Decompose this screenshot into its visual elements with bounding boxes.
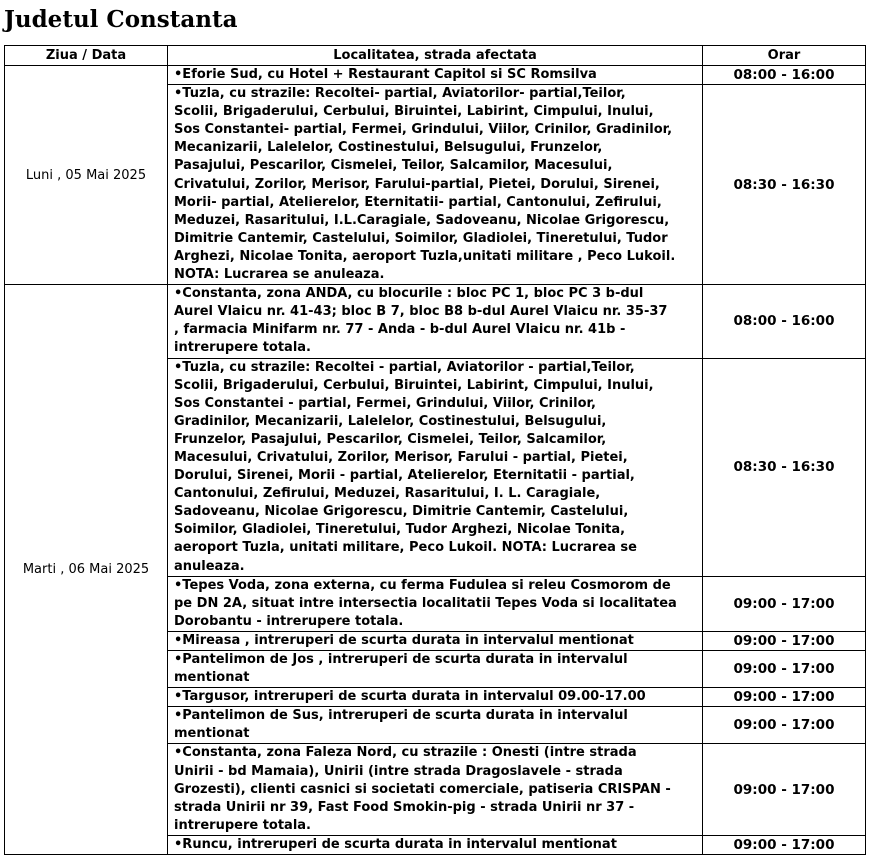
table-row bbox=[5, 66, 866, 85]
table-row bbox=[5, 285, 866, 358]
location-line: •Runcu, intreruperi de scurta durata in intervalul mentionat bbox=[174, 836, 617, 852]
location-line: Dimitrie Cantemir, Castelului, Soimilor, Gladiolei, Tineretului, Tudor bbox=[174, 230, 668, 246]
location-line: •Tuzla, cu strazile: Recoltei- partial, Aviatorilor- partial,Teilor, bbox=[174, 86, 626, 102]
location-line: •Mireasa , intreruperi de scurta durata in intervalul mentionat bbox=[174, 632, 634, 648]
location-line: Crivatului, Zorilor, Merisor, Farului-partial, Pietei, Dorului, Sirenei, bbox=[174, 176, 660, 192]
page-title: Judetul Constanta bbox=[4, 6, 238, 33]
location-line: intrerupere totala. bbox=[174, 340, 311, 356]
schedule-cell: 09:00 - 17:00 bbox=[703, 631, 866, 650]
location-line: Grozesti), clienti casnici si societati comerciale, patiseria CRISPAN - bbox=[174, 781, 671, 797]
location-cell bbox=[168, 707, 703, 744]
header-day: Ziua / Data bbox=[5, 46, 168, 66]
location-cell bbox=[168, 688, 703, 707]
location-cell bbox=[168, 576, 703, 631]
table-body bbox=[5, 66, 866, 855]
location-line: Scolii, Brigaderului, Cerbului, Biruintei, Labirint, Cimpului, Inului, bbox=[174, 104, 654, 120]
schedule-cell: 09:00 - 17:00 bbox=[703, 576, 866, 631]
schedule-cell: 09:00 - 17:00 bbox=[703, 707, 866, 744]
location-line: •Constanta, zona Faleza Nord, cu strazile : Onesti (intre strada bbox=[174, 745, 637, 761]
location-line: Sadoveanu, Nicolae Grigorescu, Dimitrie Cantemir, Castelului, bbox=[174, 504, 629, 520]
location-line: mentionat bbox=[174, 726, 250, 742]
location-line: Macesului, Crivatului, Zorilor, Merisor, Farului - partial, Pietei, bbox=[174, 449, 628, 465]
location-line: Meduzei, Rasaritului, I.L.Caragiale, Sadoveanu, Nicolae Grigorescu, bbox=[174, 212, 670, 228]
schedule-cell: 09:00 - 17:00 bbox=[703, 688, 866, 707]
location-cell bbox=[168, 631, 703, 650]
location-line: , farmacia Minifarm nr. 77 - Anda - b-dul Aurel Vlaicu nr. 41b - bbox=[174, 322, 626, 338]
location-line: Dorului, Sirenei, Morii - partial, Atelierelor, Eternitatii - partial, bbox=[174, 468, 635, 484]
location-line: Unirii - bd Mamaia), Unirii (intre strada Dragoslavele - strada bbox=[174, 763, 623, 779]
day-date-cell: Luni , 05 Mai 2025 bbox=[5, 66, 168, 285]
location-line: intrerupere totala. bbox=[174, 817, 311, 833]
location-cell bbox=[168, 285, 703, 358]
outage-table bbox=[4, 45, 866, 855]
location-line: Sos Constantei- partial, Fermei, Grindului, Viilor, Crinilor, Gradinilor, bbox=[174, 122, 673, 138]
schedule-cell: 08:00 - 16:00 bbox=[703, 66, 866, 85]
location-line: anuleaza. bbox=[174, 558, 245, 574]
location-line: NOTA: Lucrarea se anuleaza. bbox=[174, 267, 385, 283]
location-cell bbox=[168, 835, 703, 854]
location-line: •Tuzla, cu strazile: Recoltei - partial, Aviatorilor - partial,Teilor, bbox=[174, 359, 635, 375]
location-line: mentionat bbox=[174, 670, 250, 686]
location-line: Dorobantu - intrerupere totala. bbox=[174, 613, 404, 629]
location-line: Aurel Vlaicu nr. 41-43; bloc B 7, bloc B8 b-dul Aurel Vlaicu nr. 35-37 bbox=[174, 304, 668, 320]
day-date-cell: Marti , 06 Mai 2025 bbox=[5, 285, 168, 855]
location-line: Scolii, Brigaderului, Cerbului, Biruintei, Labirint, Cimpului, Inului, bbox=[174, 377, 654, 393]
location-line: Arghezi, Nicolae Tonita, aeroport Tuzla,unitati militare , Peco Lukoil. bbox=[174, 248, 676, 264]
schedule-cell: 09:00 - 17:00 bbox=[703, 744, 866, 835]
location-cell bbox=[168, 651, 703, 688]
location-cell bbox=[168, 66, 703, 85]
schedule-cell: 08:30 - 16:30 bbox=[703, 358, 866, 576]
location-cell bbox=[168, 744, 703, 835]
location-cell bbox=[168, 85, 703, 285]
location-line: •Constanta, zona ANDA, cu blocurile : bloc PC 1, bloc PC 3 b-dul bbox=[174, 286, 644, 302]
location-line: •Pantelimon de Sus, intreruperi de scurta durata in intervalul bbox=[174, 708, 628, 724]
schedule-cell: 08:30 - 16:30 bbox=[703, 85, 866, 285]
location-line: Soimilor, Gladiolei, Tineretului, Tudor Arghezi, Nicolae Tonita, bbox=[174, 522, 626, 538]
header-location: Localitatea, strada afectata bbox=[168, 46, 703, 66]
location-line: Gradinilor, Mecanizarii, Lalelelor, Costinestului, Belsugului, bbox=[174, 413, 607, 429]
location-line: Sos Constantei - partial, Fermei, Grindului, Viilor, Crinilor, bbox=[174, 395, 596, 411]
location-line: strada Unirii nr 39, Fast Food Smokin-pig - strada Unirii nr 37 - bbox=[174, 799, 635, 815]
location-cell bbox=[168, 358, 703, 576]
schedule-cell: 08:00 - 16:00 bbox=[703, 285, 866, 358]
schedule-cell: 09:00 - 17:00 bbox=[703, 651, 866, 688]
header-schedule: Orar bbox=[703, 46, 866, 66]
location-line: pe DN 2A, situat intre intersectia localitatii Tepes Voda si localitatea bbox=[174, 595, 677, 611]
location-line: Pasajului, Pescarilor, Cismelei, Teilor, Salcamilor, Macesului, bbox=[174, 158, 613, 174]
location-line: Frunzelor, Pasajului, Pescarilor, Cismelei, Teilor, Salcamilor, bbox=[174, 431, 607, 447]
table-header-row bbox=[5, 46, 866, 66]
location-line: •Eforie Sud, cu Hotel + Restaurant Capitol si SC Romsilva bbox=[174, 67, 597, 82]
schedule-cell: 09:00 - 17:00 bbox=[703, 835, 866, 854]
location-line: Mecanizarii, Lalelelor, Costinestului, Belsugului, Frunzelor, bbox=[174, 140, 603, 156]
location-line: Cantonului, Zefirului, Meduzei, Rasaritului, I. L. Caragiale, bbox=[174, 486, 601, 502]
location-line: Morii- partial, Atelierelor, Eternitatii- partial, Cantonului, Zefirului, bbox=[174, 194, 662, 210]
location-line: •Targusor, intreruperi de scurta durata in intervalul 09.00-17.00 bbox=[174, 689, 646, 705]
location-line: •Tepes Voda, zona externa, cu ferma Fudulea si releu Cosmorom de bbox=[174, 577, 671, 593]
location-line: •Pantelimon de Jos , intreruperi de scurta durata in intervalul bbox=[174, 652, 628, 667]
location-line: aeroport Tuzla, unitati militare, Peco Lukoil. NOTA: Lucrarea se bbox=[174, 540, 637, 556]
